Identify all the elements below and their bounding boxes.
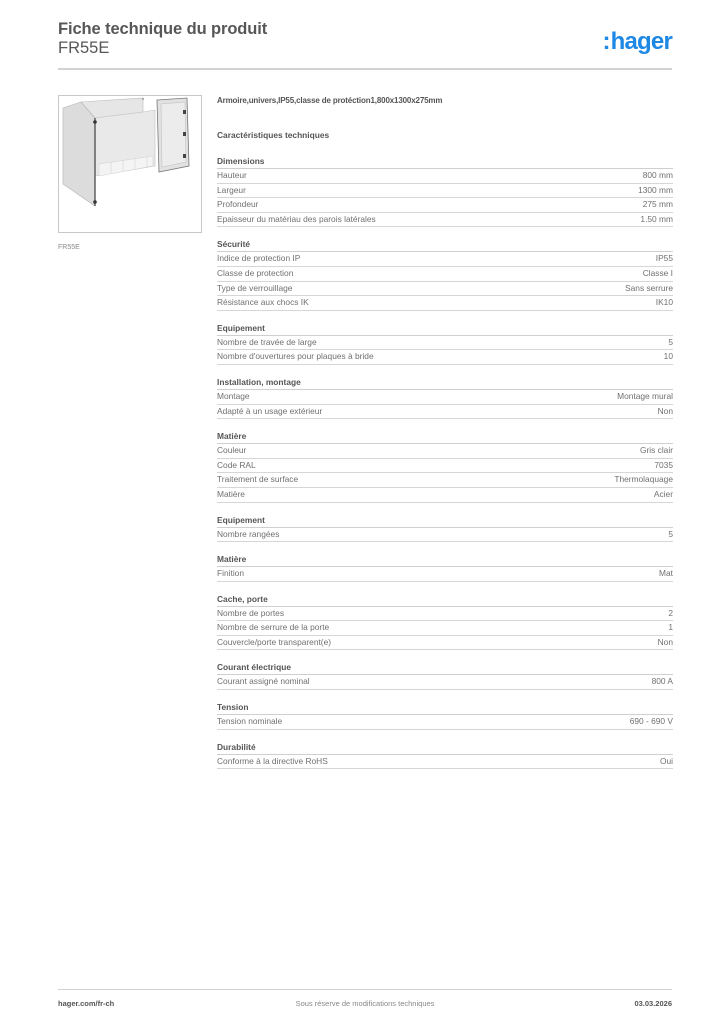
spec-group [217,554,673,582]
spec-label: Finition [217,568,244,579]
spec-group-title: Equipement [217,515,673,528]
spec-row [217,528,673,543]
spec-group-title: Dimensions [217,156,673,169]
spec-label: Nombre de serrure de la porte [217,622,330,633]
spec-row [217,405,673,420]
spec-value: Sans serrure [625,282,673,293]
spec-group [217,742,673,770]
spec-group [217,377,673,419]
spec-group [217,239,673,310]
spec-group-title: Equipement [217,323,673,336]
spec-group-title: Durabilité [217,742,673,755]
product-image-caption: FR55E [58,244,80,251]
spec-row [217,198,673,213]
spec-row [217,282,673,297]
spec-row [217,567,673,582]
spec-value: 1.50 mm [640,213,673,224]
spec-value: Thermolaquage [614,474,673,485]
spec-row [217,169,673,184]
logo-text: hager [610,28,672,55]
spec-group-title: Matière [217,554,673,567]
spec-label: Traitement de surface [217,474,299,485]
spec-value: 2 [668,607,673,618]
page-header [58,20,672,70]
footer-website-link[interactable]: hager.com/fr-ch [58,999,115,1008]
spec-label: Courant assigné nominal [217,676,310,687]
spec-label: Type de verrouillage [217,282,293,293]
spec-row [217,390,673,405]
product-description: Armoire,univers,IP55,classe de protéction1,800x1300x275mm [217,96,443,105]
spec-row [217,675,673,690]
spec-group [217,594,673,651]
spec-label: Epaisseur du matériau des parois latérales [217,213,376,224]
spec-label: Classe de protection [217,267,294,278]
spec-row [217,296,673,311]
hager-logo [602,29,672,55]
spec-label: Hauteur [217,170,247,180]
spec-value: Gris clair [639,445,673,456]
spec-row [217,488,673,503]
spec-value: IP55 [655,253,673,264]
footer-disclaimer: Sous réserve de modifications techniques [295,999,435,1008]
spec-group [217,156,673,227]
spec-value: Mat [659,568,673,579]
spec-label: Conforme à la directive RoHS [217,755,328,766]
spec-value: Non [657,636,673,647]
spec-value: 1 [668,622,673,633]
spec-value: 275 mm [642,199,673,210]
spec-label: Nombre de travée de large [217,336,317,347]
spec-row [217,213,673,228]
spec-row [217,473,673,488]
spec-label: Adapté à un usage extérieur [217,405,323,416]
spec-row [217,636,673,651]
spec-row [217,267,673,282]
spec-group-title: Matière [217,431,673,444]
spec-value: 5 [668,528,673,539]
spec-row [217,336,673,351]
spec-value: 800 A [651,676,673,687]
product-reference: FR55E [58,39,110,57]
spec-group-title: Courant électrique [217,662,673,675]
spec-group [217,323,673,365]
spec-group-title: Tension [217,702,673,715]
spec-row [217,350,673,365]
spec-value: 1300 mm [638,184,673,195]
spec-group-title: Sécurité [217,239,673,252]
technical-content [217,96,673,769]
spec-value: 690 - 690 V [629,716,673,727]
spec-value: Classe I [642,267,673,278]
header-divider [58,68,672,70]
spec-group [217,662,673,690]
spec-row [217,252,673,267]
spec-label: Profondeur [217,199,259,210]
spec-value: 800 mm [642,170,673,180]
spec-row [217,755,673,770]
page-title: Fiche technique du produit [58,20,268,38]
spec-group [217,702,673,730]
spec-label: Tension nominale [217,716,283,727]
spec-group-title: Cache, porte [217,594,673,607]
spec-value: Montage mural [617,390,673,401]
spec-label: Couvercle/porte transparent(e) [217,636,332,647]
spec-value: Oui [659,755,673,766]
spec-row [217,444,673,459]
cabinet-product-image-icon [59,96,201,232]
spec-label: Matière [217,488,245,499]
spec-row [217,715,673,730]
spec-label: Nombre d'ouvertures pour plaques à bride [217,351,374,362]
spec-value: Non [657,405,673,416]
spec-group [217,515,673,543]
spec-label: Résistance aux chocs IK [217,297,309,308]
spec-group-title: Installation, montage [217,377,673,390]
spec-label: Largeur [217,184,246,195]
logo-colon: : [602,28,610,55]
spec-group [217,431,673,502]
spec-value: Acier [653,488,673,499]
spec-value: IK10 [655,297,673,308]
spec-row [217,607,673,622]
spec-value: 10 [663,351,673,362]
spec-row [217,621,673,636]
footer-divider [58,989,672,990]
spec-groups [217,156,673,769]
spec-label: Nombre de portes [217,607,285,618]
spec-row [217,184,673,199]
product-image [58,95,202,233]
spec-label: Montage [217,390,250,401]
spec-label: Code RAL [217,459,256,470]
spec-row [217,459,673,474]
spec-value: 7035 [654,459,673,470]
spec-label: Nombre rangées [217,528,280,539]
footer-date: 03.03.2026 [634,999,672,1008]
section-title: Caractéristiques techniques [217,130,330,140]
spec-label: Indice de protection IP [217,253,301,264]
spec-label: Couleur [217,445,247,456]
spec-value: 5 [668,336,673,347]
